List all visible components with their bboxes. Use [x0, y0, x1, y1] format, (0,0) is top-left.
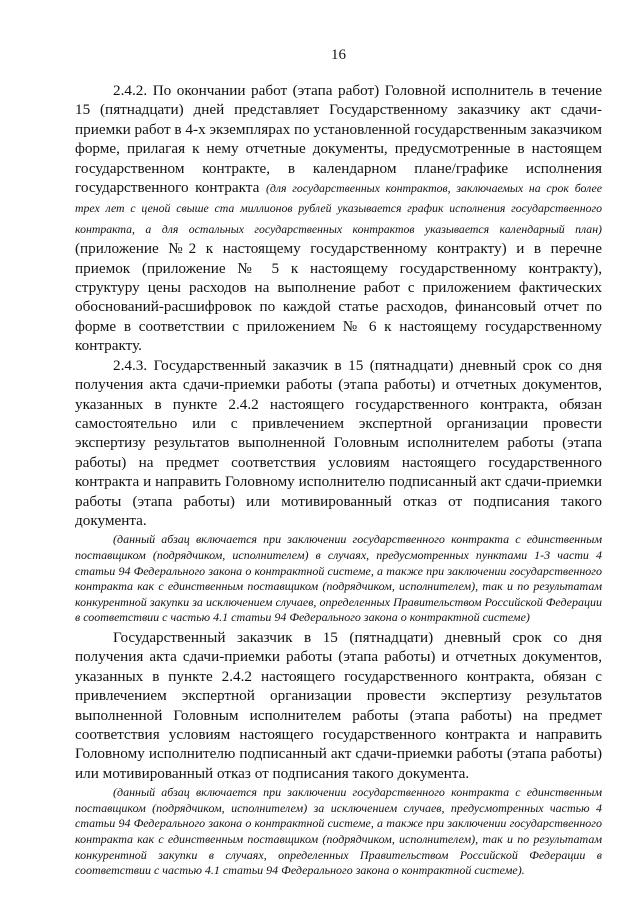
paragraph-2-4-2-text-end: (приложение №2 к настоящему государственному контракту) и в перечне приемок (приложение № 5 к настоящему государственному контракту), структуру цены расходов на выполнение работ с приложением фактических обоснований-расшифровок по каждой статье расходов, финансовый отчет по форме в соответствии с приложением № 6 к настоящему государственному контракту.: [75, 240, 602, 355]
paragraph-2-4-2-inline-note: (для государственных контрактов, заключаемых на срок более трех лет с ценой свыше ста миллионов рублей указывается график исполнения государственного контракта, а для остальных государственных контрактов указывается календарный план): [75, 181, 602, 236]
italic-note-2: (данный абзац включается при заключении государственного контракта с единственным поставщиком (подрядчиком, исполнителем) за исключением случаев, предусмотренных частью 4 статьи 94 Федерального закона о контрактной системе, а также при заключении государственного контракта как с единственным поставщиком (подрядчиком, исполнителем), так и по результатам конкурентной закупки в случаях, определенных Правительством Российской Федерации в соответствии с частью 4.1 статьи 94 Федерального закона о контрактной системе).: [75, 785, 602, 878]
page-number: 16: [331, 47, 346, 63]
paragraph-alternative: Государственный заказчик в 15 (пятнадцати) дневный срок со дня получения акта сдачи-приемки работы (этапа работы) и отчетных документов, указанных в пункте 2.4.2 настоящего государственного контракта, обязан с привлечением экспертной организации провести экспертизу результатов выполненной Головным исполнителем работы (этапа работы) на предмет соответствия условиям настоящего государственного контракта и направить Головному исполнителю подписанный акт сдачи-приемки работы (этапа работы) или мотивированный отказ от подписания такого документа.: [75, 628, 602, 782]
paragraph-2-4-2-text-start: 2.4.2. По окончании работ (этапа работ) Головной исполнитель в течение 15 (пятнадцати) дней представляет Государственному заказчику акт сдачи-приемки работ в 4-х экземплярах по установленной государственным заказчиком форме, прилагая к нему отчетные документы, предусмотренные в настоящем государственном контракте, в календарном плане/графике исполнения государственного контракта: [75, 82, 602, 197]
paragraph-2-4-2: [75, 81, 602, 356]
paragraph-2-4-3: 2.4.3. Государственный заказчик в 15 (пятнадцати) дневный срок со дня получения акта сдачи-приемки работы (этапа работы) и отчетных документов, указанных в пункте 2.4.2 настоящего государственного контракта, обязан самостоятельно или с привлечением экспертной организации провести экспертизу результатов выполненной Головным исполнителем работы (этапа работы) на предмет соответствия условиям настоящего государственного контракта и направить Головному исполнителю подписанный акт сдачи-приемки работы (этапа работы) или мотивированный отказ от подписания такого документа.: [75, 356, 602, 529]
italic-note-1: (данный абзац включается при заключении государственного контракта с единственным поставщиком (подрядчиком, исполнителем) в случаях, предусмотренных пунктами 1-3 части 4 статьи 94 Федерального закона о контрактной системе, а также при заключении государственного контракта как с единственным поставщиком (подрядчиком, исполнителем), так и по результатам конкурентной закупки за исключением случаев, определенных Правительством Российской Федерации в соответствии с частью 4.1 статьи 94 Федерального закона о контрактной системе): [75, 532, 602, 625]
